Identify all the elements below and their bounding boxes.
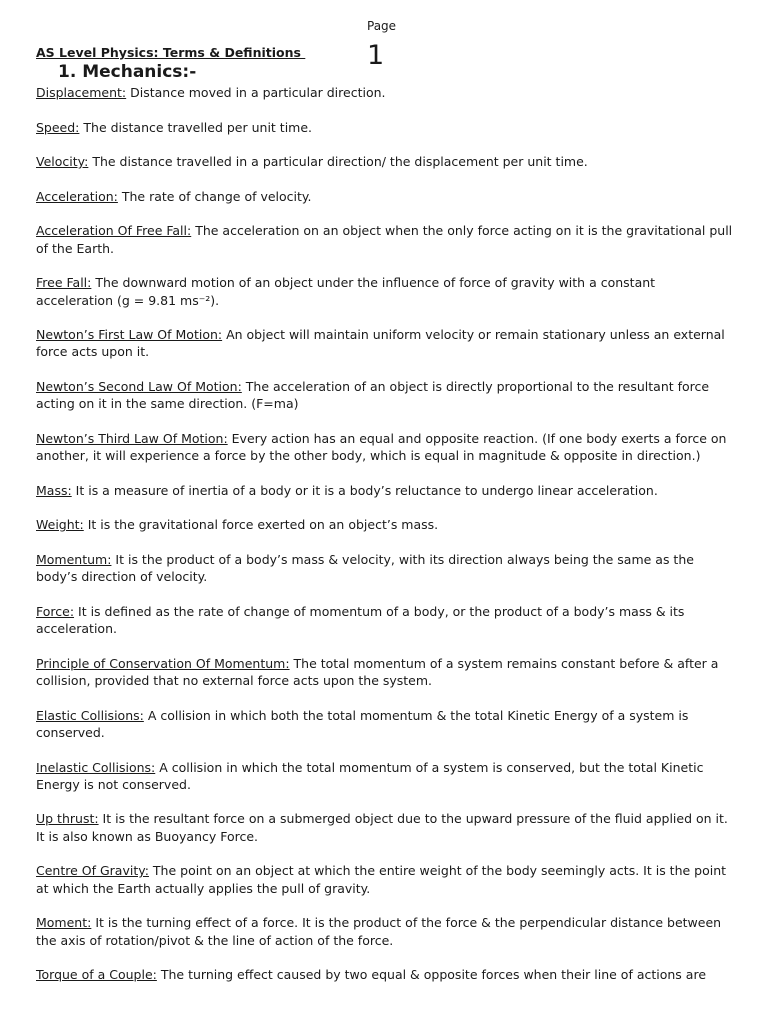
definition-item bbox=[36, 759, 736, 794]
definition-item bbox=[36, 378, 736, 413]
definition-item bbox=[36, 914, 736, 949]
definitions-list bbox=[36, 84, 736, 1001]
definition-text: It is defined as the rate of change of momentum of a body, or the product of a body’s mass & its acceleration. bbox=[36, 603, 685, 637]
definition-text: A collision in which both the total momentum & the total Kinetic Energy of a system is conserved. bbox=[36, 707, 689, 740]
definition-term: Weight: bbox=[36, 517, 84, 533]
definition-term: Acceleration Of Free Fall: bbox=[36, 223, 192, 239]
definition-text: The turning effect caused by two equal & opposite forces when their line of actions are bbox=[156, 967, 707, 983]
definition-text: An object will maintain uniform velocity or remain stationary unless an external force acts upon it. bbox=[36, 327, 725, 360]
page-number: 1 bbox=[367, 40, 385, 71]
definition-item bbox=[36, 707, 736, 742]
definition-item bbox=[36, 274, 736, 309]
definition-text: The acceleration of an object is directly proportional to the resultant force acting on it in the same direction. (F=ma) bbox=[36, 379, 710, 412]
definition-item bbox=[36, 84, 736, 101]
definition-term: Free Fall: bbox=[36, 275, 92, 291]
definition-text: It is the turning effect of a force. It is the product of the force & the perpendicular distance between the axis of rotation/pivot & the line of action of the force. bbox=[36, 915, 722, 948]
definition-term: Moment: bbox=[36, 915, 92, 931]
definition-item bbox=[36, 153, 736, 170]
definition-term: Mass: bbox=[36, 482, 72, 498]
definition-text: Every action has an equal and opposite reaction. (If one body exerts a force on another, it will experience a force by the other body, which is equal in magnitude & opposite in direction.) bbox=[36, 430, 727, 464]
definition-item bbox=[36, 603, 736, 638]
definition-item bbox=[36, 966, 736, 983]
definition-term: Principle of Conservation Of Momentum: bbox=[36, 655, 290, 671]
definition-text: A collision in which the total momentum of a system is conserved, but the total Kinetic Energy is not conserved. bbox=[36, 759, 704, 792]
definition-item bbox=[36, 326, 736, 361]
definition-term: Newton’s Second Law Of Motion: bbox=[36, 379, 242, 395]
definition-text: It is the product of a body’s mass & velocity, with its direction always being the same as the body’s direction of velocity. bbox=[36, 552, 694, 585]
definition-item bbox=[36, 119, 736, 136]
definition-text: The downward motion of an object under the influence of force of gravity with a constant acceleration (g = 9.81 ms⁻²). bbox=[36, 275, 656, 308]
document-title: AS Level Physics: Terms & Definitions bbox=[36, 45, 306, 60]
definition-item bbox=[36, 862, 736, 897]
definition-item bbox=[36, 810, 736, 845]
definition-text: The total momentum of a system remains constant before & after a collision, provided that no external force acts upon the system. bbox=[36, 655, 719, 689]
definition-text: Distance moved in a particular direction. bbox=[126, 85, 386, 100]
definition-text: It is the gravitational force exerted on an object’s mass. bbox=[83, 517, 439, 533]
definition-text: It is the resultant force on a submerged object due to the upward pressure of the fluid applied on it. It is also known as Buoyancy Force. bbox=[36, 811, 728, 844]
definition-item bbox=[36, 551, 736, 586]
definition-text: The distance travelled per unit time. bbox=[79, 119, 313, 135]
definition-term: Up thrust: bbox=[36, 811, 99, 827]
definition-text: The point on an object at which the entire weight of the body seemingly acts. It is the point at which the Earth actually applies the pull of gravity. bbox=[36, 863, 727, 896]
definition-term: Torque of a Couple: bbox=[36, 967, 157, 983]
section-heading: 1. Mechanics:- bbox=[58, 62, 197, 82]
definition-item bbox=[36, 430, 736, 465]
definition-item bbox=[36, 222, 736, 257]
definition-item bbox=[36, 655, 736, 690]
definition-text: The acceleration on an object when the only force acting on it is the gravitational pull of the Earth. bbox=[36, 223, 733, 256]
definition-term: Force: bbox=[36, 603, 75, 619]
definition-term: Newton’s Third Law Of Motion: bbox=[36, 430, 228, 446]
definition-text: It is a measure of inertia of a body or it is a body’s reluctance to undergo linear acceleration. bbox=[71, 482, 658, 498]
definition-term: Elastic Collisions: bbox=[36, 707, 144, 723]
definition-term: Speed: bbox=[36, 119, 80, 135]
definition-item bbox=[36, 516, 736, 533]
definition-text: The distance travelled in a particular direction/ the displacement per unit time. bbox=[88, 154, 588, 170]
definition-term: Velocity: bbox=[36, 154, 89, 170]
definition-term: Momentum: bbox=[36, 552, 112, 568]
definition-item bbox=[36, 482, 736, 499]
definition-term: Acceleration: bbox=[36, 188, 118, 204]
definition-text: The rate of change of velocity. bbox=[117, 188, 312, 204]
definition-term: Inelastic Collisions: bbox=[36, 759, 156, 775]
definition-term: Newton’s First Law Of Motion: bbox=[36, 327, 223, 343]
definition-item bbox=[36, 188, 736, 205]
definition-term: Displacement: bbox=[36, 85, 127, 100]
definition-term: Centre Of Gravity: bbox=[36, 863, 149, 879]
page-label: Page bbox=[367, 19, 397, 33]
